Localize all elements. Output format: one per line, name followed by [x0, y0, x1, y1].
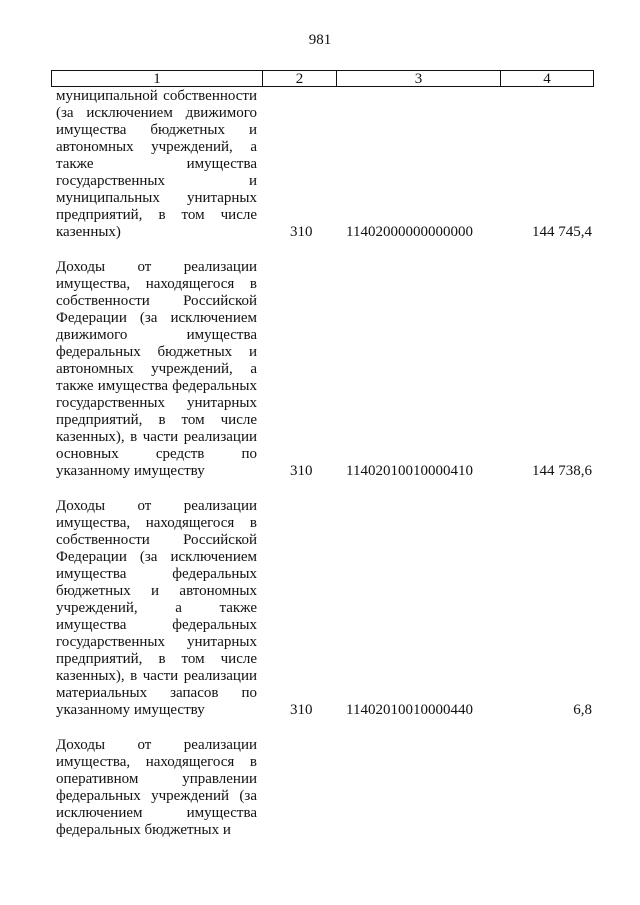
- description-line: Доходы от реализации: [56, 737, 257, 753]
- amount-cell: 6,8: [573, 702, 592, 718]
- description-line: государственных и: [56, 173, 257, 189]
- description-line: основных средств по: [56, 446, 257, 462]
- description-line: государственных унитарных: [56, 395, 257, 411]
- revenue-code-cell: 11402010010000410: [346, 463, 473, 479]
- description-line: федеральных бюджетных и: [56, 344, 257, 360]
- description-line: указанному имуществу: [56, 463, 205, 479]
- description-line: казенных), в части реализации: [56, 429, 257, 445]
- description-line: предприятий, в том числе: [56, 651, 257, 667]
- description-line: также имущества: [56, 156, 257, 172]
- description-line: материальных запасов по: [56, 685, 257, 701]
- description-line: автономных учреждений, а: [56, 139, 257, 155]
- header-cell-amount: 4: [500, 70, 594, 87]
- description-line: движимого имущества: [56, 327, 257, 343]
- description-line: предприятий, в том числе: [56, 207, 257, 223]
- row-description: [56, 88, 257, 241]
- description-line: казенных): [56, 224, 121, 240]
- description-line: государственных унитарных: [56, 634, 257, 650]
- description-line: имущества, находящегося в: [56, 515, 257, 531]
- description-line: бюджетных и автономных: [56, 583, 257, 599]
- description-line: собственности Российской: [56, 293, 257, 309]
- description-line: автономных учреждений, а: [56, 361, 257, 377]
- admin-code-cell: 310: [290, 224, 313, 240]
- description-line: (за исключением движимого: [56, 105, 257, 121]
- header-cell-description: 1: [51, 70, 263, 87]
- page-number: 981: [308, 32, 332, 48]
- description-line: имущества федеральных: [56, 566, 257, 582]
- admin-code-cell: 310: [290, 463, 313, 479]
- description-line: Федерации (за исключением: [56, 310, 257, 326]
- amount-cell: 144 738,6: [532, 463, 592, 479]
- description-line: муниципальных унитарных: [56, 190, 257, 206]
- header-cell-revenue-code: 3: [336, 70, 501, 87]
- admin-code-cell: 310: [290, 702, 313, 718]
- description-line: собственности Российской: [56, 532, 257, 548]
- description-line: предприятий, в том числе: [56, 412, 257, 428]
- description-line: указанному имуществу: [56, 702, 205, 718]
- table-header-row: [51, 70, 594, 88]
- description-line: федеральных бюджетных и: [56, 822, 231, 838]
- revenue-code-cell: 11402000000000000: [346, 224, 473, 240]
- description-line: оперативном управлении: [56, 771, 257, 787]
- description-line: имущества, находящегося в: [56, 276, 257, 292]
- amount-cell: 144 745,4: [532, 224, 592, 240]
- revenue-code-cell: 11402010010000440: [346, 702, 473, 718]
- row-description: [56, 259, 257, 480]
- description-line: федеральных учреждений (за: [56, 788, 257, 804]
- description-line: также имущества федеральных: [56, 378, 257, 394]
- row-description: [56, 498, 257, 719]
- description-line: казенных), в части реализации: [56, 668, 257, 684]
- description-line: учреждений, а также: [56, 600, 257, 616]
- description-line: Доходы от реализации: [56, 498, 257, 514]
- description-line: имущества бюджетных и: [56, 122, 257, 138]
- description-line: имущества федеральных: [56, 617, 257, 633]
- row-description: [56, 737, 257, 839]
- description-line: имущества, находящегося в: [56, 754, 257, 770]
- description-line: исключением имущества: [56, 805, 257, 821]
- description-line: Доходы от реализации: [56, 259, 257, 275]
- header-cell-admin-code: 2: [262, 70, 337, 87]
- description-line: муниципальной собственности: [56, 88, 257, 104]
- description-line: Федерации (за исключением: [56, 549, 257, 565]
